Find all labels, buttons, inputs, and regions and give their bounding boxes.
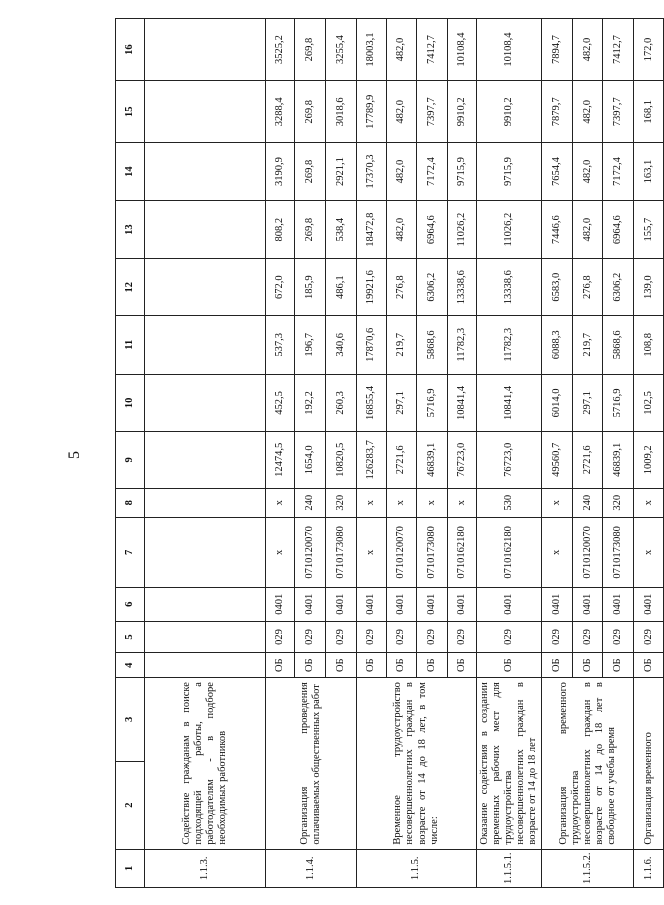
- value-cell: x: [542, 517, 573, 587]
- value-cell: 029: [573, 621, 603, 653]
- column-header: 5: [116, 621, 145, 653]
- value-cell: 538,4: [326, 200, 357, 259]
- value-cell: 029: [326, 621, 357, 653]
- value-cell: 6964,6: [603, 200, 634, 259]
- value-cell: 6583,0: [542, 259, 573, 315]
- row-number-cell: 1.1.4.: [266, 849, 357, 887]
- row-number-cell: 1.1.6.: [634, 849, 664, 887]
- value-cell: 10841,4: [448, 374, 477, 432]
- value-cell: 029: [603, 621, 634, 653]
- value-cell: ОБ: [448, 653, 477, 678]
- value-cell: 029: [295, 621, 326, 653]
- value-cell: 029: [542, 621, 573, 653]
- value-cell: 7412,7: [417, 19, 448, 81]
- value-cell: 269,8: [295, 19, 326, 81]
- value-cell: 0401: [417, 587, 448, 621]
- value-cell: 7446,6: [542, 200, 573, 259]
- value-cell: x: [357, 517, 387, 587]
- value-cell: 482,0: [573, 143, 603, 201]
- value-cell: 0401: [295, 587, 326, 621]
- value-cell: 76723,0: [477, 432, 542, 488]
- table-row: [477, 19, 542, 888]
- column-header: 15: [116, 81, 145, 143]
- value-cell: 46839,1: [417, 432, 448, 488]
- column-header: 13: [116, 200, 145, 259]
- value-cell: x: [266, 517, 295, 587]
- value-cell: 126283,7: [357, 432, 387, 488]
- value-cell: 0710173080: [326, 517, 357, 587]
- value-cell: 029: [266, 621, 295, 653]
- value-cell: 0710162180: [477, 517, 542, 587]
- value-cell: 168,1: [634, 81, 664, 143]
- value-cell: 320: [603, 488, 634, 517]
- value-cell: ОБ: [266, 653, 295, 678]
- value-cell: 11026,2: [477, 200, 542, 259]
- column-header: 12: [116, 259, 145, 315]
- value-cell: 17789,9: [357, 81, 387, 143]
- value-cell: 10108,4: [477, 19, 542, 81]
- value-cell: x: [448, 488, 477, 517]
- value-cell: [145, 517, 266, 587]
- value-cell: ОБ: [542, 653, 573, 678]
- value-cell: 18003,1: [357, 19, 387, 81]
- value-cell: 269,8: [295, 200, 326, 259]
- value-cell: [145, 587, 266, 621]
- value-cell: x: [417, 488, 448, 517]
- value-cell: x: [266, 488, 295, 517]
- value-cell: 9910,2: [448, 81, 477, 143]
- value-cell: 029: [477, 621, 542, 653]
- value-cell: 297,1: [573, 374, 603, 432]
- value-cell: 482,0: [387, 200, 417, 259]
- value-cell: 7172,4: [603, 143, 634, 201]
- measure-name-cell: Содействие гражданам в поиске подходящей работы, а работодателям - в подборе необходимых работников: [145, 678, 266, 850]
- value-cell: 2721,6: [573, 432, 603, 488]
- value-cell: 0710162180: [448, 517, 477, 587]
- value-cell: 260,3: [326, 374, 357, 432]
- value-cell: 269,8: [295, 81, 326, 143]
- value-cell: 1654,0: [295, 432, 326, 488]
- measure-name-cell: Оказание содействия в создании временных рабочих мест для трудоустройства несовершеннолетних граждан в возрасте от 14 до 18 лет: [477, 678, 542, 850]
- value-cell: 0401: [387, 587, 417, 621]
- table-row: [542, 19, 573, 888]
- value-cell: 7172,4: [417, 143, 448, 201]
- value-cell: x: [387, 488, 417, 517]
- value-cell: 452,5: [266, 374, 295, 432]
- value-cell: 2721,6: [387, 432, 417, 488]
- measure-name-cell: Организация временного трудоустройства несовершеннолетних граждан в возрасте от 14 до 18 лет в свободное от учебы время: [542, 678, 634, 850]
- value-cell: 482,0: [387, 19, 417, 81]
- value-cell: [145, 143, 266, 201]
- value-cell: 11782,3: [477, 315, 542, 374]
- budget-table: [115, 18, 664, 888]
- measure-name-cell: Организация временного: [634, 678, 664, 850]
- value-cell: 192,2: [295, 374, 326, 432]
- value-cell: 240: [573, 488, 603, 517]
- value-cell: 196,7: [295, 315, 326, 374]
- value-cell: ОБ: [603, 653, 634, 678]
- value-cell: 16855,4: [357, 374, 387, 432]
- value-cell: 3018,6: [326, 81, 357, 143]
- value-cell: 17370,3: [357, 143, 387, 201]
- table-row: [634, 19, 664, 888]
- column-header: 8: [116, 488, 145, 517]
- value-cell: 5716,9: [417, 374, 448, 432]
- value-cell: 0401: [573, 587, 603, 621]
- value-cell: ОБ: [326, 653, 357, 678]
- value-cell: 7397,7: [417, 81, 448, 143]
- value-cell: 6306,2: [417, 259, 448, 315]
- measure-name-cell: Временное трудоустройство несовершеннолетних граждан в возрасте от 14 до 18 лет, в том числе:: [357, 678, 477, 850]
- value-cell: 029: [387, 621, 417, 653]
- value-cell: 102,5: [634, 374, 664, 432]
- value-cell: 6964,6: [417, 200, 448, 259]
- column-header: 9: [116, 432, 145, 488]
- value-cell: 2921,1: [326, 143, 357, 201]
- value-cell: 18472,8: [357, 200, 387, 259]
- value-cell: [145, 200, 266, 259]
- value-cell: x: [357, 488, 387, 517]
- value-cell: x: [542, 488, 573, 517]
- value-cell: [145, 259, 266, 315]
- row-number-cell: 1.1.3.: [145, 849, 266, 887]
- value-cell: 3288,4: [266, 81, 295, 143]
- value-cell: 029: [634, 621, 664, 653]
- value-cell: 029: [448, 621, 477, 653]
- value-cell: 9910,2: [477, 81, 542, 143]
- value-cell: 9715,9: [477, 143, 542, 201]
- value-cell: [145, 621, 266, 653]
- value-cell: [145, 488, 266, 517]
- value-cell: [145, 81, 266, 143]
- column-header: 3: [116, 678, 145, 762]
- column-header: 4: [116, 653, 145, 678]
- value-cell: 537,3: [266, 315, 295, 374]
- table-header-row: [116, 19, 145, 888]
- value-cell: 5868,6: [603, 315, 634, 374]
- column-header: 6: [116, 587, 145, 621]
- value-cell: 240: [295, 488, 326, 517]
- value-cell: 7879,7: [542, 81, 573, 143]
- value-cell: 808,2: [266, 200, 295, 259]
- value-cell: 276,8: [573, 259, 603, 315]
- value-cell: 185,9: [295, 259, 326, 315]
- column-header: 11: [116, 315, 145, 374]
- value-cell: 0401: [477, 587, 542, 621]
- table-body: [145, 19, 664, 888]
- value-cell: 672,0: [266, 259, 295, 315]
- rotated-table-container: [115, 18, 654, 888]
- value-cell: ОБ: [477, 653, 542, 678]
- value-cell: 6306,2: [603, 259, 634, 315]
- value-cell: 482,0: [573, 200, 603, 259]
- value-cell: 7894,7: [542, 19, 573, 81]
- value-cell: 9715,9: [448, 143, 477, 201]
- value-cell: 172,0: [634, 19, 664, 81]
- value-cell: 3255,4: [326, 19, 357, 81]
- value-cell: 108,8: [634, 315, 664, 374]
- value-cell: 0401: [634, 587, 664, 621]
- value-cell: 46839,1: [603, 432, 634, 488]
- value-cell: 7654,4: [542, 143, 573, 201]
- value-cell: 269,8: [295, 143, 326, 201]
- value-cell: 486,1: [326, 259, 357, 315]
- value-cell: 0401: [603, 587, 634, 621]
- value-cell: 3525,2: [266, 19, 295, 81]
- value-cell: 029: [357, 621, 387, 653]
- value-cell: 482,0: [573, 81, 603, 143]
- value-cell: 0710120070: [295, 517, 326, 587]
- column-header: 16: [116, 19, 145, 81]
- value-cell: x: [634, 517, 664, 587]
- value-cell: 482,0: [387, 81, 417, 143]
- value-cell: 17870,6: [357, 315, 387, 374]
- value-cell: 029: [417, 621, 448, 653]
- value-cell: 320: [326, 488, 357, 517]
- value-cell: 340,6: [326, 315, 357, 374]
- column-header: 14: [116, 143, 145, 201]
- value-cell: 6014,0: [542, 374, 573, 432]
- value-cell: 0710120070: [387, 517, 417, 587]
- value-cell: 19921,6: [357, 259, 387, 315]
- column-header: 2: [116, 761, 145, 849]
- value-cell: 155,7: [634, 200, 664, 259]
- value-cell: [145, 315, 266, 374]
- value-cell: 13338,6: [448, 259, 477, 315]
- value-cell: 219,7: [573, 315, 603, 374]
- row-number-cell: 1.1.5.: [357, 849, 477, 887]
- value-cell: 0401: [448, 587, 477, 621]
- value-cell: 5868,6: [417, 315, 448, 374]
- value-cell: 0401: [542, 587, 573, 621]
- value-cell: 530: [477, 488, 542, 517]
- value-cell: 12474,5: [266, 432, 295, 488]
- column-header: 10: [116, 374, 145, 432]
- value-cell: 0710120070: [573, 517, 603, 587]
- value-cell: [145, 653, 266, 678]
- column-header: 7: [116, 517, 145, 587]
- value-cell: 10108,4: [448, 19, 477, 81]
- value-cell: 482,0: [573, 19, 603, 81]
- value-cell: 219,7: [387, 315, 417, 374]
- value-cell: 163,1: [634, 143, 664, 201]
- value-cell: 76723,0: [448, 432, 477, 488]
- table-row: [145, 19, 266, 888]
- value-cell: 0401: [357, 587, 387, 621]
- row-number-cell: 1.1.5.1.: [477, 849, 542, 887]
- measure-name-cell: Организация проведения оплачиваемых общественных работ: [266, 678, 357, 850]
- value-cell: 0710173080: [603, 517, 634, 587]
- value-cell: ОБ: [634, 653, 664, 678]
- value-cell: 0401: [326, 587, 357, 621]
- value-cell: ОБ: [357, 653, 387, 678]
- value-cell: ОБ: [417, 653, 448, 678]
- value-cell: ОБ: [387, 653, 417, 678]
- value-cell: [145, 19, 266, 81]
- value-cell: 0710173080: [417, 517, 448, 587]
- value-cell: 297,1: [387, 374, 417, 432]
- value-cell: 13338,6: [477, 259, 542, 315]
- value-cell: 10820,5: [326, 432, 357, 488]
- value-cell: ОБ: [573, 653, 603, 678]
- value-cell: [145, 374, 266, 432]
- value-cell: 482,0: [387, 143, 417, 201]
- value-cell: 1009,2: [634, 432, 664, 488]
- page-number: 5: [66, 451, 83, 459]
- value-cell: 10841,4: [477, 374, 542, 432]
- value-cell: 276,8: [387, 259, 417, 315]
- value-cell: 7397,7: [603, 81, 634, 143]
- value-cell: 11026,2: [448, 200, 477, 259]
- value-cell: 7412,7: [603, 19, 634, 81]
- column-header: 1: [116, 849, 145, 887]
- value-cell: 0401: [266, 587, 295, 621]
- value-cell: [145, 432, 266, 488]
- value-cell: ОБ: [295, 653, 326, 678]
- value-cell: 11782,3: [448, 315, 477, 374]
- value-cell: 5716,9: [603, 374, 634, 432]
- table-row: [266, 19, 295, 888]
- value-cell: x: [634, 488, 664, 517]
- value-cell: 139,0: [634, 259, 664, 315]
- value-cell: 3190,9: [266, 143, 295, 201]
- table-row: [357, 19, 387, 888]
- value-cell: 49560,7: [542, 432, 573, 488]
- value-cell: 6088,3: [542, 315, 573, 374]
- row-number-cell: 1.1.5.2.: [542, 849, 634, 887]
